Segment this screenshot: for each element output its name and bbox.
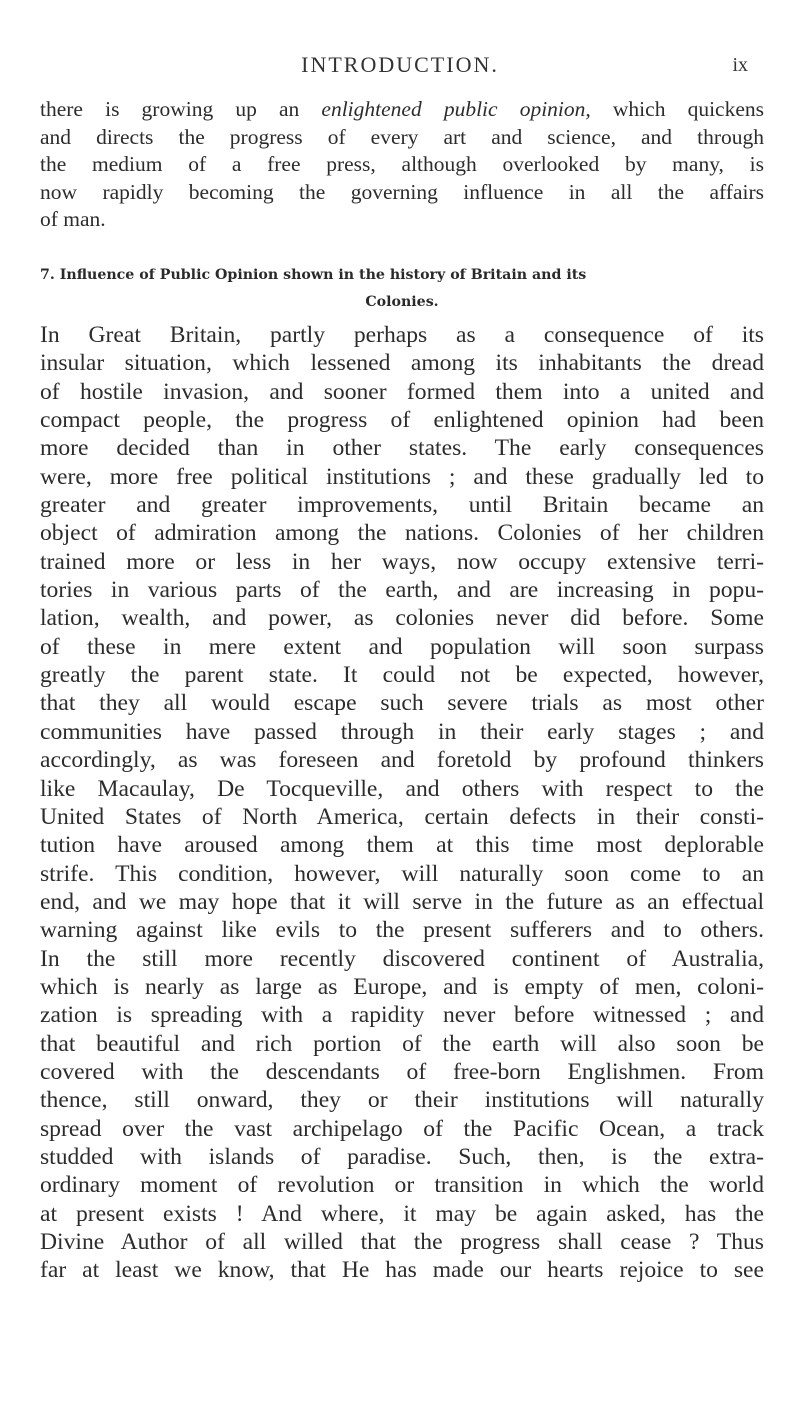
body-line: warning against like evils to the present sufferers and to others. [40, 917, 764, 944]
body-line: studded with islands of paradise. Such, then, is the extra- [40, 1143, 764, 1170]
body-line: of hostile invasion, and sooner formed them into a united and [40, 378, 764, 405]
body-line: insular situation, which lessened among its inhabitants the dread [40, 350, 764, 377]
body-line: end, and we may hope that it will serve in the future as an effectual [40, 888, 764, 915]
intro-line: the medium of a free press, although overlooked by many, is [40, 152, 764, 176]
section-heading [40, 262, 764, 316]
body-line: compact people, the progress of enlightened opinion had been [40, 407, 764, 434]
running-title: INTRODUCTION. [301, 52, 499, 77]
body-line: tution have aroused among them at this time most deplorable [40, 832, 764, 859]
intro-line: now rapidly becoming the governing influence in all the affairs [40, 179, 764, 204]
body-line: thence, still onward, they or their institutions will naturally [40, 1087, 764, 1114]
body-paragraph [40, 321, 764, 1285]
body-line: of these in mere extent and population will soon surpass [40, 633, 764, 660]
body-line: United States of North America, certain defects in their consti- [40, 803, 764, 830]
body-line: trained more or less in her ways, now occupy extensive terri- [40, 548, 764, 575]
body-line: that they all would escape such severe trials as most other [40, 690, 764, 717]
body-line: lation, wealth, and power, as colonies never did before. Some [40, 605, 764, 632]
body-line: greater and greater improvements, until Britain became an [40, 492, 764, 519]
body-line: more decided than in other states. The early consequences [40, 435, 764, 462]
body-line: which is nearly as large as Europe, and is empty of men, coloni- [40, 973, 764, 1000]
intro-line-1-post: which quickens [590, 97, 765, 121]
body-line: tories in various parts of the earth, and are increasing in popu- [40, 577, 764, 604]
intro-paragraph [40, 96, 764, 234]
body-line: zation is spreading with a rapidity never before witnessed ; and [40, 1002, 764, 1029]
body-line: accordingly, as was foreseen and foretold by profound thinkers [40, 747, 764, 774]
intro-line: and directs the progress of every art and science, and through [40, 124, 764, 149]
body-line: communities have passed through in their early stages ; and [40, 718, 764, 745]
body-line: object of admiration among the nations. Colonies of her children [40, 520, 764, 547]
body-line: greatly the parent state. It could not be expected, however, [40, 662, 764, 689]
intro-line: of man. [40, 207, 106, 231]
body-line: ordinary moment of revolution or transition in which the world [40, 1172, 764, 1199]
intro-line-1-emphasis: enlightened public opinion, [321, 97, 591, 121]
body-line: In the still more recently discovered continent of Australia, [40, 945, 764, 972]
body-line: were, more free political institutions ; and these gradually led to [40, 463, 764, 490]
body-line: covered with the descendants of free-born Englishmen. From [40, 1058, 764, 1085]
section-heading-line-1: 7. Influence of Public Opinion shown in the history of Britain and its [40, 267, 587, 283]
body-line: strife. This condition, however, will naturally soon come to an [40, 860, 764, 887]
running-head [0, 46, 800, 80]
body-line: like Macaulay, De Tocqueville, and others with respect to the [40, 775, 764, 802]
intro-line [40, 96, 764, 124]
body-line: at present exists ! And where, it may be again asked, has the [40, 1200, 764, 1227]
intro-line-1-pre: there is growing up an [40, 97, 322, 121]
section-heading-line-2: Colonies. [365, 294, 439, 310]
body-line: far at least we know, that He has made our hearts rejoice to see [40, 1257, 764, 1284]
body-line: that beautiful and rich portion of the earth will also soon be [40, 1030, 764, 1057]
body-line: Divine Author of all willed that the progress shall cease ? Thus [40, 1229, 764, 1255]
page-number: ix [732, 54, 748, 76]
body-line: spread over the vast archipelago of the Pacific Ocean, a track [40, 1115, 764, 1142]
body-line: In Great Britain, partly perhaps as a consequence of its [40, 322, 764, 348]
